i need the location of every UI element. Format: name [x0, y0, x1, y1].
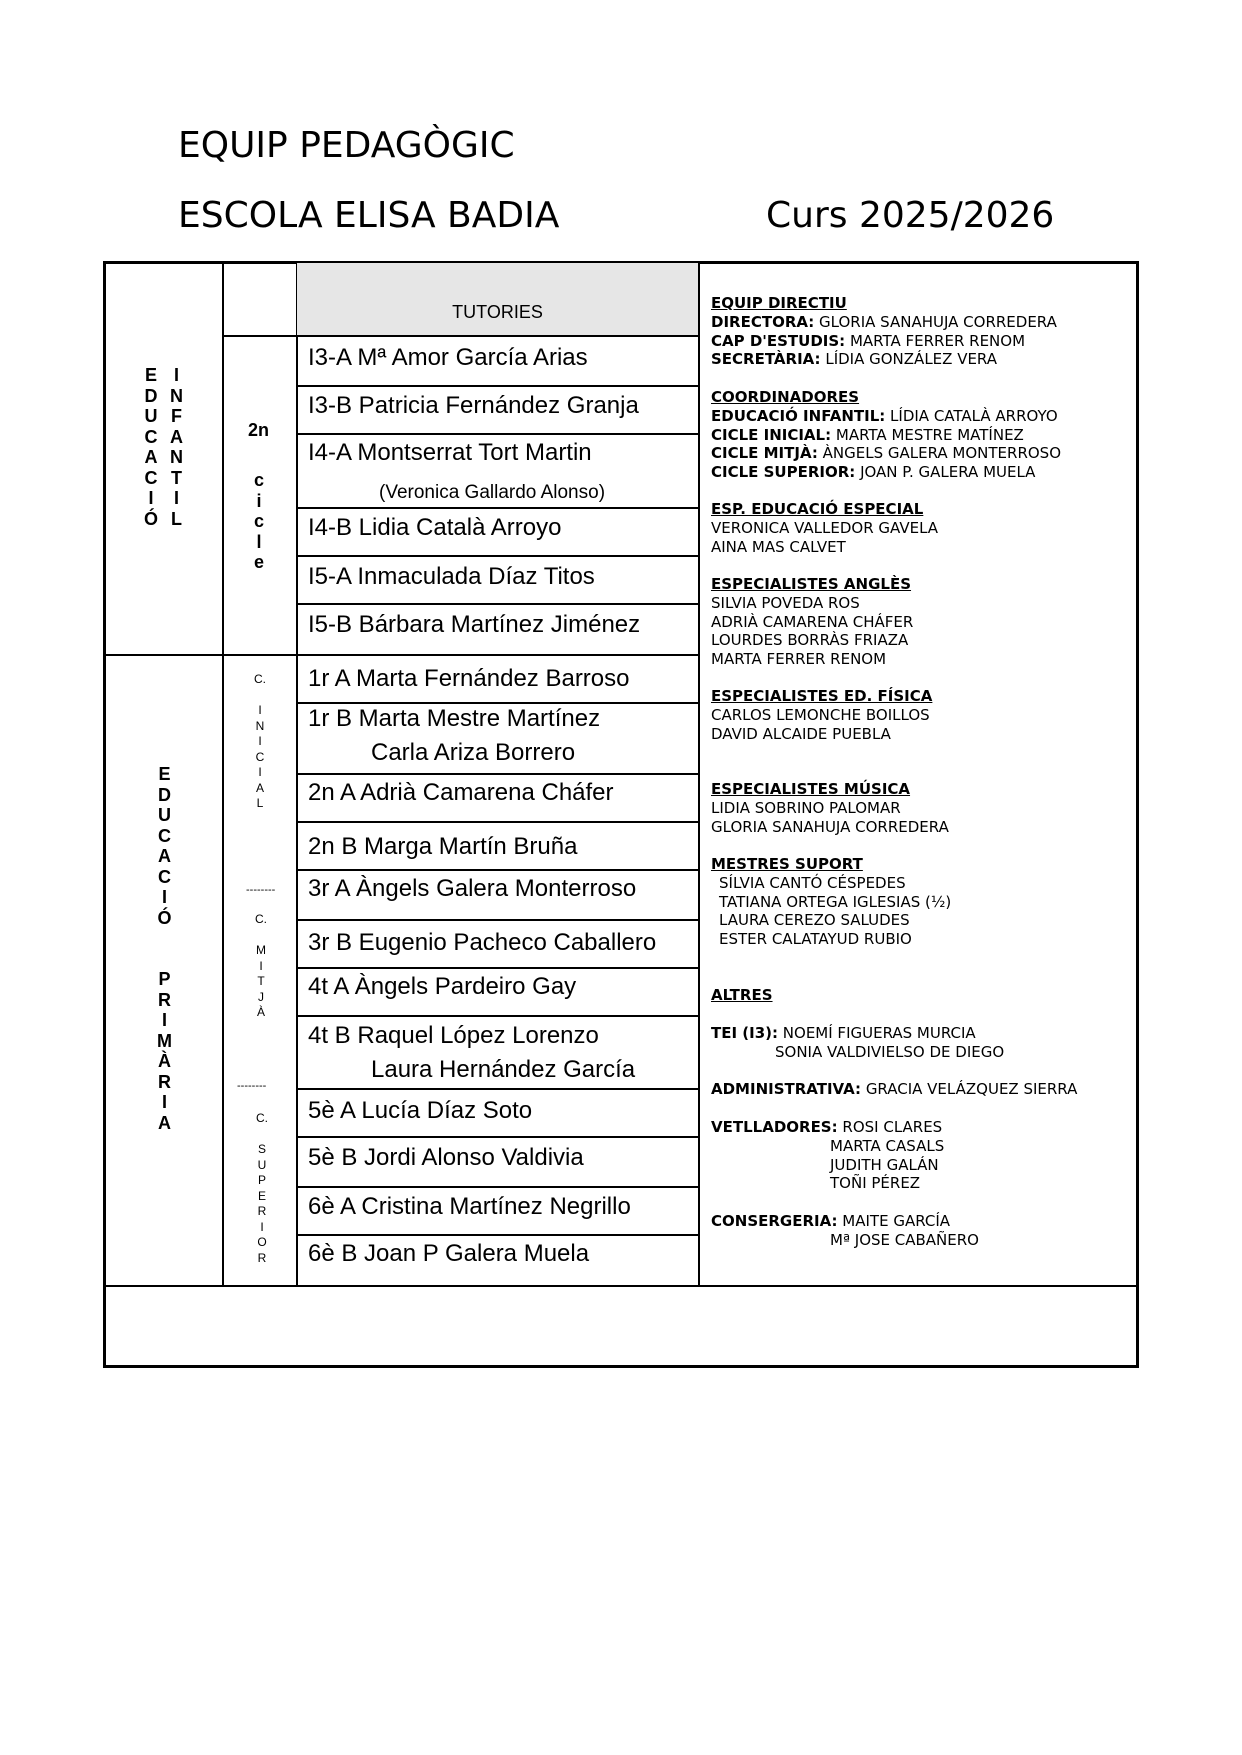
infantil-label-infantil: I N F A N T I L [170, 365, 183, 529]
header-divider [222, 335, 298, 337]
staff-line: DIRECTORA: GLORIA SANAHUJA CORREDERA [711, 312, 1057, 331]
staff-line: GLORIA SANAHUJA CORREDERA [711, 817, 949, 836]
tutor-row-i3a: I3-A Mª Amor García Arias [308, 344, 588, 371]
separator-dashes: -------- [237, 1080, 267, 1092]
tutor-row-i5a: I5-A Inmaculada Díaz Titos [308, 563, 595, 590]
staff-line: CARLOS LEMONCHE BOILLOS [711, 705, 930, 724]
vetlladores-block [711, 1118, 944, 1193]
staff-line: TATIANA ORTEGA IGLESIAS (½) [719, 892, 952, 911]
staff-line: EDUCACIÓ INFANTIL: LÍDIA CATALÀ ARROYO [711, 406, 1058, 425]
tutor-row-1rb: 1r B Marta Mestre Martínez [308, 705, 601, 732]
course-year: Curs 2025/2026 [766, 195, 1055, 236]
staff-line: CAP D'ESTUDIS: MARTA FERRER RENOM [711, 331, 1026, 350]
section-heading: ALTRES [711, 986, 773, 1004]
tutor-row-i3b: I3-B Patricia Fernández Granja [308, 392, 639, 419]
staff-line: SECRETÀRIA: LÍDIA GONZÁLEZ VERA [711, 350, 998, 369]
staff-line: Mª JOSE CABAÑERO [830, 1230, 979, 1249]
section-heading: EQUIP DIRECTIU [711, 294, 847, 312]
row-sep [297, 335, 698, 337]
consergeria-block [711, 1212, 979, 1250]
staff-line: LAURA CEREZO SALUDES [719, 911, 910, 930]
staff-line: ESTER CALATAYUD RUBIO [719, 930, 912, 949]
staff-line: DAVID ALCAIDE PUEBLA [711, 724, 891, 743]
tutor-row-6ea: 6è A Cristina Martínez Negrillo [308, 1193, 631, 1220]
row-sep [297, 702, 698, 704]
staff-line: VETLLADORES: ROSI CLARES [711, 1118, 943, 1136]
staff-line: CONSERGERIA: MAITE GARCÍA [711, 1212, 951, 1230]
tutor-row-6eb: 6è B Joan P Galera Muela [308, 1240, 590, 1267]
tutor-row-4ta: 4t A Àngels Pardeiro Gay [308, 973, 577, 1000]
section-divider [105, 654, 698, 656]
row-sep [297, 385, 698, 387]
equip-directiu-section [711, 294, 1057, 369]
staff-line: CICLE SUPERIOR: JOAN P. GALERA MUELA [711, 463, 1036, 482]
staff-line: ADRIÀ CAMARENA CHÁFER [711, 612, 914, 631]
staff-line: ADMINISTRATIVA: GRACIA VELÁZQUEZ SIERRA [711, 1080, 1078, 1098]
school-name: ESCOLA ELISA BADIA [178, 195, 560, 236]
row-sep [297, 1088, 698, 1090]
tutor-row-5eb: 5è B Jordi Alonso Valdivia [308, 1144, 584, 1171]
row-sep [297, 507, 698, 509]
row-sep [297, 1234, 698, 1236]
staff-line: SÍLVIA CANTÓ CÉSPEDES [719, 873, 906, 892]
tutor-row-3ra: 3r A Àngels Galera Monterroso [308, 875, 637, 902]
suport-section [711, 855, 951, 949]
row-sep [297, 555, 698, 557]
staff-line: MARTA FERRER RENOM [711, 650, 887, 669]
tutor-row-i5b: I5-B Bárbara Martínez Jiménez [308, 611, 641, 638]
staff-line: TOÑI PÉREZ [830, 1174, 921, 1193]
section-heading: ESPECIALISTES MÚSICA [711, 780, 911, 798]
staff-line: SONIA VALDIVIELSO DE DIEGO [775, 1042, 1005, 1061]
staff-line: SILVIA POVEDA ROS [711, 593, 860, 612]
staff-line: MARTA CASALS [830, 1136, 945, 1155]
section-heading: COORDINADORES [711, 388, 860, 406]
primaria-label: E D U C A C I Ó P R I M À R I A [157, 764, 172, 1133]
tutor-row-2nb: 2n B Marga Martín Bruña [308, 833, 578, 860]
tutor-row-5ea: 5è A Lucía Díaz Soto [308, 1097, 533, 1124]
row-sep [297, 1186, 698, 1188]
administrativa-block [711, 1080, 1077, 1099]
staff-line: VERONICA VALLEDOR GAVELA [711, 518, 939, 537]
tutor-row-1ra: 1r A Marta Fernández Barroso [308, 665, 630, 692]
staff-line: LIDIA SOBRINO PALOMAR [711, 798, 901, 817]
fisica-section [711, 687, 932, 743]
row-sep [297, 967, 698, 969]
tutor-row-4tb: 4t B Raquel López Lorenzo [308, 1022, 599, 1049]
section-heading: ESPECIALISTES ANGLÈS [711, 575, 912, 593]
row-sep [297, 919, 698, 921]
tutor-row-1rb-second: Carla Ariza Borrero [371, 739, 576, 766]
tutor-row-3rb: 3r B Eugenio Pacheco Caballero [308, 929, 657, 956]
row-sep [297, 1015, 698, 1017]
cicle-inicial-label: C. I N I C I A L [254, 672, 266, 810]
cicle-2n-number: 2n [248, 420, 270, 440]
tutor-row-i4a-substitute: (Veronica Gallardo Alonso) [379, 482, 606, 503]
tei-block [711, 1024, 1004, 1062]
tutor-row-i4a: I4-A Montserrat Tort Martin [308, 439, 592, 466]
row-sep [297, 773, 698, 775]
especial-section [711, 500, 938, 556]
tutor-row-4tb-second: Laura Hernández García [371, 1056, 636, 1083]
musica-section [711, 780, 949, 836]
cicle-mitja-label: C. M I T J À [255, 912, 267, 1019]
cicle-superior-label: C. S U P E R I O R [256, 1111, 268, 1265]
altres-section [711, 986, 773, 1005]
cicle-2n-word: c i c l e [254, 470, 265, 572]
coordinadors-section [711, 388, 1061, 482]
section-heading: ESP. EDUCACIÓ ESPECIAL [711, 500, 924, 518]
page-title: EQUIP PEDAGÒGIC [178, 125, 515, 166]
staff-line: AINA MAS CALVET [711, 537, 846, 556]
row-divider-bottom [105, 1285, 1137, 1287]
tutories-header: TUTORIES [297, 263, 698, 335]
col-divider-1 [222, 263, 224, 1286]
staff-line: CICLE INICIAL: MARTA MESTRE MATÍNEZ [711, 425, 1024, 444]
separator-dashes: -------- [246, 884, 276, 896]
staff-line: TEI (I3): NOEMÍ FIGUERAS MURCIA [711, 1024, 976, 1042]
col-divider-3 [698, 263, 700, 1286]
section-heading: ESPECIALISTES ED. FÍSICA [711, 687, 933, 705]
section-heading: MESTRES SUPORT [711, 855, 863, 873]
row-sep [297, 433, 698, 435]
row-sep [297, 821, 698, 823]
staff-line: CICLE MITJÀ: ÀNGELS GALERA MONTERROSO [711, 444, 1062, 463]
infantil-label-educacio: E D U C A C I Ó [144, 365, 159, 529]
tutor-row-i4b: I4-B Lidia Català Arroyo [308, 514, 562, 541]
row-sep [297, 1136, 698, 1138]
staff-line: LOURDES BORRÀS FRIAZA [711, 631, 909, 650]
row-sep [297, 869, 698, 871]
tutor-row-2na: 2n A Adrià Camarena Cháfer [308, 779, 614, 806]
row-sep [297, 603, 698, 605]
angles-section [711, 575, 913, 669]
staff-line: JUDITH GALÁN [830, 1155, 939, 1174]
